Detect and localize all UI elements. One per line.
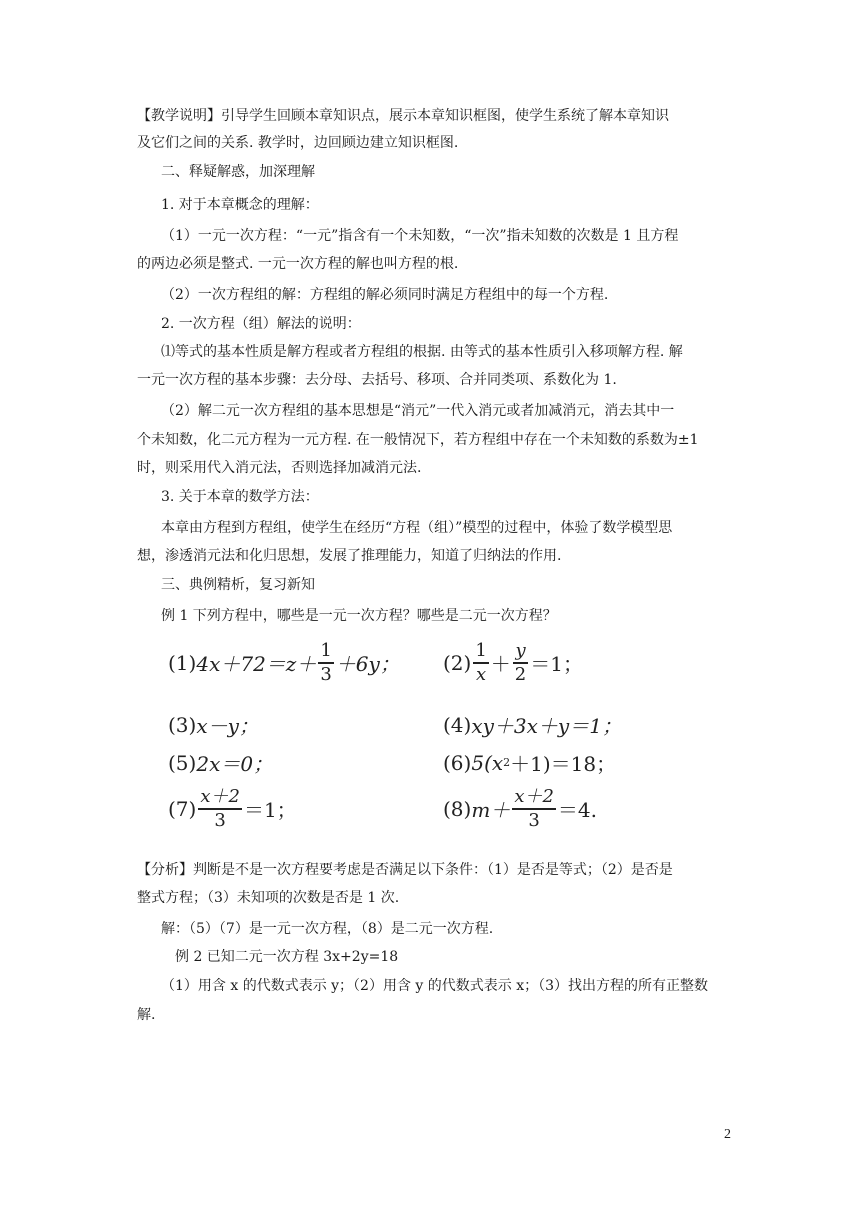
equation-5-label: (5) xyxy=(168,750,197,775)
equation-2-label: (2) xyxy=(443,650,472,675)
analysis-line-2: 整式方程；（3）未知项的次数是否是 1 次. xyxy=(137,890,400,906)
math-method-line-1: 本章由方程到方程组，使学生在经历“方程（组）”模型的过程中，体验了数学模型思 xyxy=(161,520,673,536)
equation-4-expr: xy＋3x＋y＝1； xyxy=(471,714,622,738)
equation-6-post: ＋1)＝18； xyxy=(510,752,617,776)
subsection-1-title: 1. 对于本章概念的理解： xyxy=(161,197,319,213)
equation-8-pre: m＋ xyxy=(471,798,511,823)
concept-1-line-2: 的两边必须是整式. 一元一次方程的解也叫方程的根. xyxy=(137,256,459,272)
equation-2-fraction-2 xyxy=(513,642,528,684)
concept-2-line: （2）一次方程组的解：方程组的解必须同时满足方程组中的每一个方程. xyxy=(161,287,609,303)
equation-4 xyxy=(443,710,622,739)
method-2-line-1: （2）解二元一次方程组的基本思想是“消元”一代入消元或者加减消元，消去其中一 xyxy=(161,403,675,419)
fraction-numerator: 1 xyxy=(475,640,487,661)
equation-1 xyxy=(168,642,400,684)
equation-8-label: (8) xyxy=(443,796,472,821)
page-number: 2 xyxy=(724,1127,731,1142)
equation-1-rhs: ＋6y； xyxy=(335,652,400,677)
plus-sign: ＋ xyxy=(490,652,511,677)
method-1-line-2: 一元一次方程的基本步骤：去分母、去括号、移项、合并同类项、系数化为 1. xyxy=(137,372,617,388)
equation-2-fraction-1 xyxy=(473,642,488,684)
fraction-denominator: 2 xyxy=(514,663,527,685)
equation-6-exponent: 2 xyxy=(503,756,511,769)
equation-8-fraction xyxy=(512,788,556,830)
equation-3-label: (3) xyxy=(168,712,197,737)
fraction-denominator: 3 xyxy=(214,809,226,831)
equation-8-rhs: ＝4. xyxy=(557,798,598,823)
method-1-line-1: ⑴等式的基本性质是解方程或者方程组的根据. 由等式的基本性质引入移项解方程. 解 xyxy=(161,344,683,360)
fraction-denominator: x xyxy=(475,663,487,685)
equation-7 xyxy=(168,788,297,830)
equation-list xyxy=(168,640,638,840)
equation-1-label: (1) xyxy=(168,650,197,675)
equation-1-fraction xyxy=(318,642,333,684)
analysis-line-1: 【分析】判断是不是一次方程要考虑是否满足以下条件：（1）是否是等式；（2）是否是 xyxy=(137,862,673,878)
equation-5 xyxy=(168,748,273,777)
equation-2 xyxy=(443,642,583,684)
equation-5-expr: 2x＝0； xyxy=(196,752,274,776)
equation-1-lhs: 4x＋72＝z＋ xyxy=(196,652,317,677)
equation-6 xyxy=(443,748,616,777)
equation-7-rhs: ＝1； xyxy=(243,798,297,823)
equation-4-label: (4) xyxy=(443,712,472,737)
fraction-numerator: 1 xyxy=(320,640,332,661)
equation-6-pre: 5(x xyxy=(471,750,504,775)
solution-line: 解：（5）（7）是一元一次方程，（8）是二元一次方程. xyxy=(161,921,494,937)
fraction-denominator: 3 xyxy=(528,809,540,831)
example-2-question-line-1: （1）用含 x 的代数式表示 y；（2）用含 y 的代数式表示 x；（3）找出方程的所有正整数 xyxy=(161,978,709,994)
equation-6-label: (6) xyxy=(443,750,472,775)
concept-1-line-1: （1）一元一次方程：“一元”指含有一个未知数，“一次”指未知数的次数是 1 且方程 xyxy=(161,228,679,244)
equation-3 xyxy=(168,710,259,739)
subsection-3-title: 3. 关于本章的数学方法： xyxy=(161,489,319,505)
example-2-prompt: 例 2 已知二元一次方程 3x+2y=18 xyxy=(175,949,399,965)
math-method-line-2: 想，渗透消元法和化归思想，发展了推理能力，知道了归纳法的作用. xyxy=(137,548,562,564)
method-2-line-3: 时，则采用代入消元法，否则选择加减消元法. xyxy=(137,460,422,476)
fraction-denominator: 3 xyxy=(320,663,332,685)
teaching-note-line-1: 【教学说明】引导学生回顾本章知识点，展示本章知识框图，使学生系统了解本章知识 xyxy=(137,108,669,124)
equation-8 xyxy=(443,788,597,830)
example-2-question-line-2: 解. xyxy=(137,1007,156,1023)
teaching-note-line-2: 及它们之间的关系. 教学时，边回顾边建立知识框图. xyxy=(137,135,459,151)
section-heading-2: 二、释疑解惑，加深理解 xyxy=(161,164,315,180)
method-2-line-2: 个未知数，化二元方程为一元方程. 在一般情况下，若方程组中存在一个未知数的系数为±1 xyxy=(137,432,699,448)
equation-7-fraction xyxy=(198,788,242,830)
example-1-prompt: 例 1 下列方程中，哪些是一元一次方程？哪些是二元一次方程？ xyxy=(161,608,557,624)
fraction-numerator: x＋2 xyxy=(200,786,240,807)
subsection-2-title: 2. 一次方程（组）解法的说明： xyxy=(161,316,361,332)
fraction-numerator: x＋2 xyxy=(514,786,554,807)
section-heading-3: 三、典例精析，复习新知 xyxy=(161,577,315,593)
equation-3-expr: x－y； xyxy=(196,714,259,738)
fraction-numerator: y xyxy=(515,640,526,661)
equation-2-rhs: ＝1； xyxy=(530,652,583,677)
equation-7-label: (7) xyxy=(168,796,197,821)
